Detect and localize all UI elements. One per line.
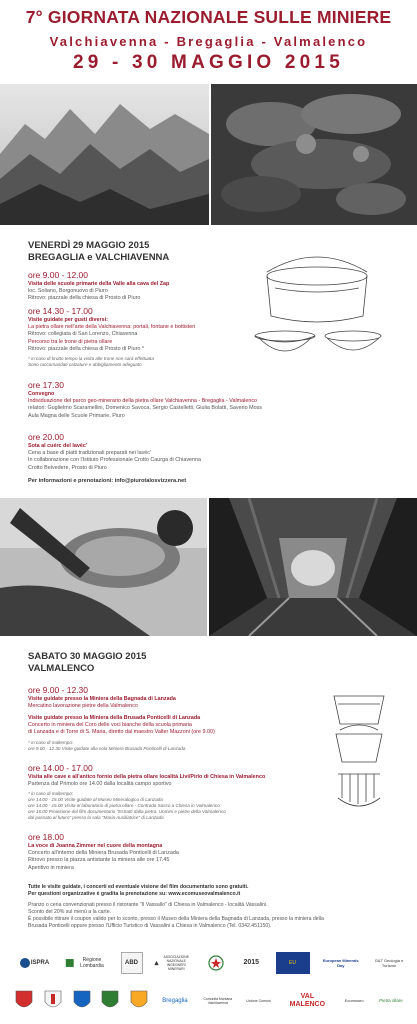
event-title: Visita alle cave e all'antico fornio della pietra ollare località Livi/Pirlo di Chiesa in Valmalenco: [28, 774, 266, 780]
event-line: Ritrovo: piazzale della chiesa di Prosto di Piuro *: [28, 345, 144, 352]
day2-event-1: [28, 685, 388, 710]
footer-line: Pranzo o cena convenzionati presso il ristorante "Il Vassallo" di Chiesa in Valmalenco - località Vassalini.: [28, 902, 268, 908]
event-line: La pietra ollare nell'arte della Valchiavenna: portali, fontane e bottisteri: [28, 324, 196, 331]
event-note: * in caso di brutto tempo la visita alle trone non sarà effettuata: [28, 356, 154, 362]
bregaglia-logo-text: Bregaglia: [162, 998, 188, 1004]
event-line: In collaborazione con l'Istituto Professionale Crotto Caurga di Chiavenna: [28, 457, 202, 464]
day2-place: VALMALENCO: [28, 663, 95, 674]
event-line: Ritrovo presso la piazza antistante la miniera alle ore 17.45: [28, 857, 170, 864]
municipality-crest-4: [100, 988, 120, 1014]
comunita-montana-logo: [201, 988, 235, 1014]
footer-booking-note: Per questioni organizzative è gradita la prenotazione su: www.ecomuseovalmalenco.it: [28, 891, 241, 897]
event-line: Aperitivo in miniera: [28, 864, 74, 871]
municipality-crest-2: [43, 988, 63, 1014]
event-title: Visite guidate presso la Miniera della Brusada Ponticelli di Lanzada: [28, 715, 201, 721]
event-title: La voce di Joanna Zimmer nel cuore della montagna: [28, 843, 163, 849]
event-line: Concerto all'interno della Miniera Brusada Ponticelli di Lanzada: [28, 850, 179, 857]
bregaglia-logo: [158, 988, 192, 1014]
event-line: Individuazione del parco geo-minerario della pietra ollare Valchiavenna - Bregaglia - Valmalenco: [28, 398, 258, 405]
valmalenco-logo: [282, 988, 332, 1014]
sponsor-logos-row-2: [14, 986, 406, 1016]
ispra-logo-text: ISPRA: [30, 960, 50, 966]
event-line: di Lanzada e di Torre di S. Maria, diretto dal maestro Valter Mazzoni (ore 9.00): [28, 729, 215, 736]
event-note: ore 14.00 - 15.00 Visita al laboratorio di pietra ollare - Contrada Sasso a Chiesa in Valmalenco: [28, 803, 220, 809]
event-line: Aula Magna delle Scuole Primarie, Piuro: [28, 412, 125, 419]
event-line: Ritrovo: collegiata di San Lorenzo, Chiavenna: [28, 331, 138, 338]
footer-line: Brusada Ponticelli oppure presso l'Ufficio Turistico di Vassalini a Chiesa in Valmalenco (Tel. 0342.451150).: [28, 923, 272, 929]
municipality-crest-5: [129, 988, 149, 1014]
event-line: Cena a base di piatti tradizionali preparati nei lavéc': [28, 450, 151, 457]
day1-heading: [28, 240, 169, 264]
comunita-montana-text: Comunità Montana Valchiavenna: [203, 997, 233, 1005]
pietra-ollare-logo-text: Pietra ollare: [379, 998, 403, 1003]
assominerari-logo-text: ASSOCIAZIONE NAZIONALE INGEGNERI MINERARI: [163, 955, 189, 971]
day2-event-2: [28, 715, 388, 752]
photo-mine-tunnel: [209, 498, 417, 636]
expo-2015-logo: [238, 952, 264, 974]
european-minerals-day-logo: [321, 952, 361, 974]
footer-notes: [28, 884, 398, 930]
footer-line: Sconto del 20% sul menù a la carte.: [28, 909, 112, 915]
day1-date: VENERDÌ 29 MAGGIO 2015: [28, 240, 150, 251]
footer-line: È possibile ritirare il coupon valido per lo sconto, presso il Museo della Miniera della Bagnada di Lanzada, presso la miniera della: [28, 916, 324, 922]
eu-flag-logo-text: EU: [289, 960, 296, 966]
event-note: ore 9.00 - 12.30 Visite guidate alla sola Miniera Brusada Ponticelli di Lanzada: [28, 745, 186, 751]
geologia-turismo-logo: [372, 952, 406, 974]
event-time: ore 9.00 - 12.30: [28, 685, 89, 695]
event-line: loc. Soliano, Borgonuovo di Piuro: [28, 288, 108, 295]
event-note: ore 16.00 Proiezione del film documentario "Estratti dalla pietra. Uomini e pietre della Valmalenco: [28, 809, 226, 815]
unione-comuni-text: Unione Comuni: [246, 998, 271, 1003]
day2-event-4: [28, 832, 388, 872]
day2-heading: [28, 651, 146, 675]
european-minerals-day-text: European Minerals Day: [322, 958, 359, 968]
event-time: ore 20.00: [28, 432, 64, 442]
event-time: ore 14.00 - 17.00: [28, 763, 93, 773]
eu-flag-logo: [276, 952, 310, 974]
event-line: Mercatino lavorazione pietre della Valmalenco: [28, 703, 138, 710]
event-note: dal passato al futuro" presso la sala "Maria Ausiliatrice" di Lanzada: [28, 815, 164, 821]
day1-event-2: [28, 306, 388, 368]
event-note: Sono raccomandati calzature e abbigliamento adeguato: [28, 362, 142, 368]
event-line: Concerto in miniera del Coro delle voci bianche della scuola primaria: [28, 722, 192, 729]
footer-free-note: Tutte le visite guidate, i concerti ed eventuale visione del film documentario sono gratuiti.: [28, 884, 249, 890]
municipality-crest-1: [14, 988, 34, 1014]
ecomuseo-logo: [341, 988, 367, 1014]
photo-mine-ceiling: [211, 84, 417, 225]
event-title: Sota al cuérc del lavéc': [28, 443, 88, 449]
repubblica-emblem: [205, 952, 227, 974]
abd-logo: [121, 952, 143, 974]
day1-event-3: [28, 380, 388, 420]
poster-subtitle: Valchiavenna - Bregaglia - Valmalenco: [49, 34, 368, 49]
photo-stone-carving: [0, 498, 207, 636]
photo-mountains: [0, 84, 209, 225]
event-line: Ritrovo: piazzale della chiesa di Prosto di Piuro: [28, 295, 141, 302]
event-note: ore 14.00 - 15.00 Visite guidate al Museo Mineralogico di Lanzada: [28, 797, 163, 803]
expo-2015-logo-text: 2015: [243, 959, 260, 966]
day2-date: SABATO 30 MAGGIO 2015: [28, 651, 147, 662]
day1-place: BREGAGLIA e VALCHIAVENNA: [28, 252, 170, 263]
regione-lombardia-logo-text: Regione Lombardia: [80, 957, 104, 969]
geologia-turismo-text: G&T Geologia e Turismo: [374, 958, 404, 968]
event-title: Visite guidate per gusti diversi:: [28, 317, 108, 323]
municipality-crest-3: [72, 988, 92, 1014]
day1-event-4: [28, 432, 388, 472]
event-title: Visita delle scuole primarie della Valle alla cava del Zap: [28, 281, 170, 287]
assominerari-logo: [154, 952, 194, 974]
event-time: ore 14.30 - 17.00: [28, 306, 93, 316]
event-title: Visite guidate presso la Miniera della Bagnada di Lanzada: [28, 696, 176, 702]
event-line: Percorso tra le trone di pietra ollare: [28, 338, 113, 345]
abd-logo-text: ABD: [125, 960, 138, 966]
day1-info-contact: Per informazioni e prenotazioni: info@piurotalosvizzera.net: [28, 478, 187, 484]
valmalenco-logo-text: VAL MALENCO: [289, 993, 326, 1008]
poster-dates: 29 - 30 MAGGIO 2015: [73, 52, 344, 73]
ispra-logo: [14, 952, 54, 974]
event-line: Partenza dal Primolo ore 14.00 dalla località campo sportivo: [28, 781, 172, 788]
event-time: ore 17.30: [28, 380, 64, 390]
pietra-ollare-logo: [376, 988, 406, 1014]
event-line: relatori: Guglielmo Scaramellini, Domenico Savoca, Sergio Castelletti, Giulia Bolatti, Saverio Moss: [28, 405, 262, 412]
event-note: * in caso di maltempo:: [28, 739, 74, 745]
poster-header: [0, 0, 417, 82]
unione-comuni-logo: [244, 988, 274, 1014]
event-title: Convegno: [28, 391, 55, 397]
regione-lombardia-logo: [65, 952, 109, 974]
event-note: * in caso di maltempo:: [28, 791, 74, 797]
day2-event-3: [28, 763, 388, 821]
day1-event-1: [28, 270, 388, 303]
poster-title: 7° GIORNATA NAZIONALE SULLE MINIERE: [25, 7, 392, 27]
sponsor-logos-row-1: [14, 950, 406, 976]
event-time: ore 18.00: [28, 832, 64, 842]
event-line: Crotto Belvedere, Prosto di Piuro: [28, 464, 107, 471]
event-time: ore 9.00 - 12.00: [28, 270, 89, 280]
ecomuseo-logo-text: Ecomuseo: [344, 998, 364, 1003]
